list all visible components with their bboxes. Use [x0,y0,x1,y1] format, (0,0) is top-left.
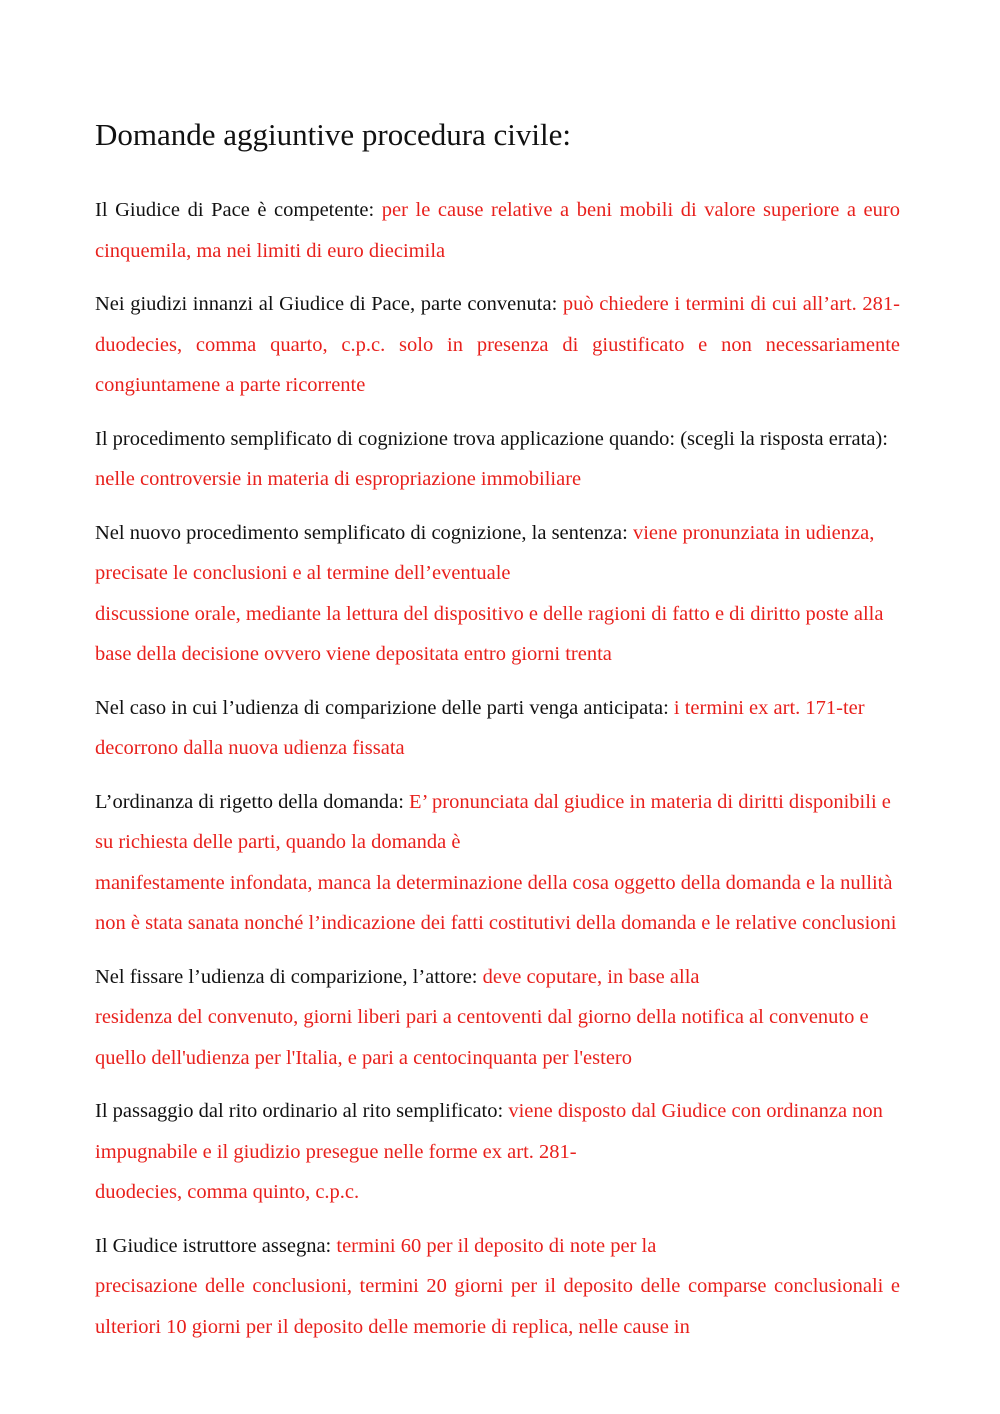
answer-text: termini 60 per il deposito di note per la [336,1234,657,1257]
answer-continuation: discussione orale, mediante la lettura del dispositivo e delle ragioni di fatto e di diritto poste alla base della decisione ovvero viene depositata entro giorni trenta [95,602,884,665]
answer-continuation: duodecies, comma quinto, c.p.c. [95,1181,360,1203]
question-text: Il passaggio dal rito ordinario al rito semplificato: [95,1100,509,1122]
answer-continuation: manifestamente infondata, manca la determinazione della cosa oggetto della domanda e la nullità non è stata sanata nonché l’indicazione dei fatti costitutivi della domanda e le relative conclusioni [95,871,897,934]
question-text: Il Giudice di Pace è competente: [95,199,382,221]
answer-continuation: precisazione delle conclusioni, termini 20 giorni per il deposito delle comparse conclusionali e ulteriori 10 giorni per il deposito delle memorie di replica, nelle cause in [95,1275,900,1338]
qa-item [95,284,900,406]
question-text: Nel caso in cui l’udienza di comparizione delle parti venga anticipata: [95,696,674,719]
qa-item [95,688,900,769]
answer-text: nelle controversie in materia di espropriazione immobiliare [95,468,582,490]
answer-text: E’ pronunciata dal giudice in materia di diritti disponibili e su richiesta delle parti, quando la domanda è [95,790,891,853]
question-text: L’ordinanza di rigetto della domanda: [95,790,410,813]
document-page [95,108,900,1360]
qa-item [95,1226,900,1348]
qa-item [95,782,900,944]
question-text: Nei giudizi innanzi al Giudice di Pace, parte convenuta: [95,293,563,315]
question-text: Il procedimento semplificato di cognizione trova applicazione quando: (scegli la risposta errata): [95,427,888,450]
question-text: Il Giudice istruttore assegna: [95,1234,337,1257]
qa-item [95,957,900,1079]
qa-item [95,1091,900,1213]
answer-text: viene disposto dal Giudice con ordinanza non impugnabile e il giudizio presegue nelle forme ex art. 281- [95,1100,883,1163]
answer-text: deve coputare, in base alla [482,965,700,988]
document-title: Domande aggiuntive procedura civile: [95,117,572,152]
question-text: Nel fissare l’udienza di comparizione, l’attore: [95,965,483,988]
answer-text: può chiedere i termini di cui all’art. 281-duodecies, comma quarto, c.p.c. solo in presenza di giustificato e non necessariamente congiuntamene a parte ricorrente [95,293,900,396]
answer-continuation: residenza del convenuto, giorni liberi pari a centoventi dal giorno della notifica al convenuto e quello dell'udienza per l'Italia, e pari a centocinquanta per l'estero [95,1006,869,1069]
question-text: Nel nuovo procedimento semplificato di cognizione, la sentenza: [95,521,633,544]
answer-text: per le cause relative a beni mobili di valore superiore a euro cinquemila, ma nei limiti di euro diecimila [95,199,900,262]
qa-item [95,513,900,675]
qa-item [95,419,900,500]
answer-text: i termini ex art. 171-ter decorrono dalla nuova udienza fissata [95,696,865,759]
qa-item [95,190,900,271]
answer-text: viene pronunziata in udienza, precisate le conclusioni e al termine dell’eventuale [95,521,875,584]
